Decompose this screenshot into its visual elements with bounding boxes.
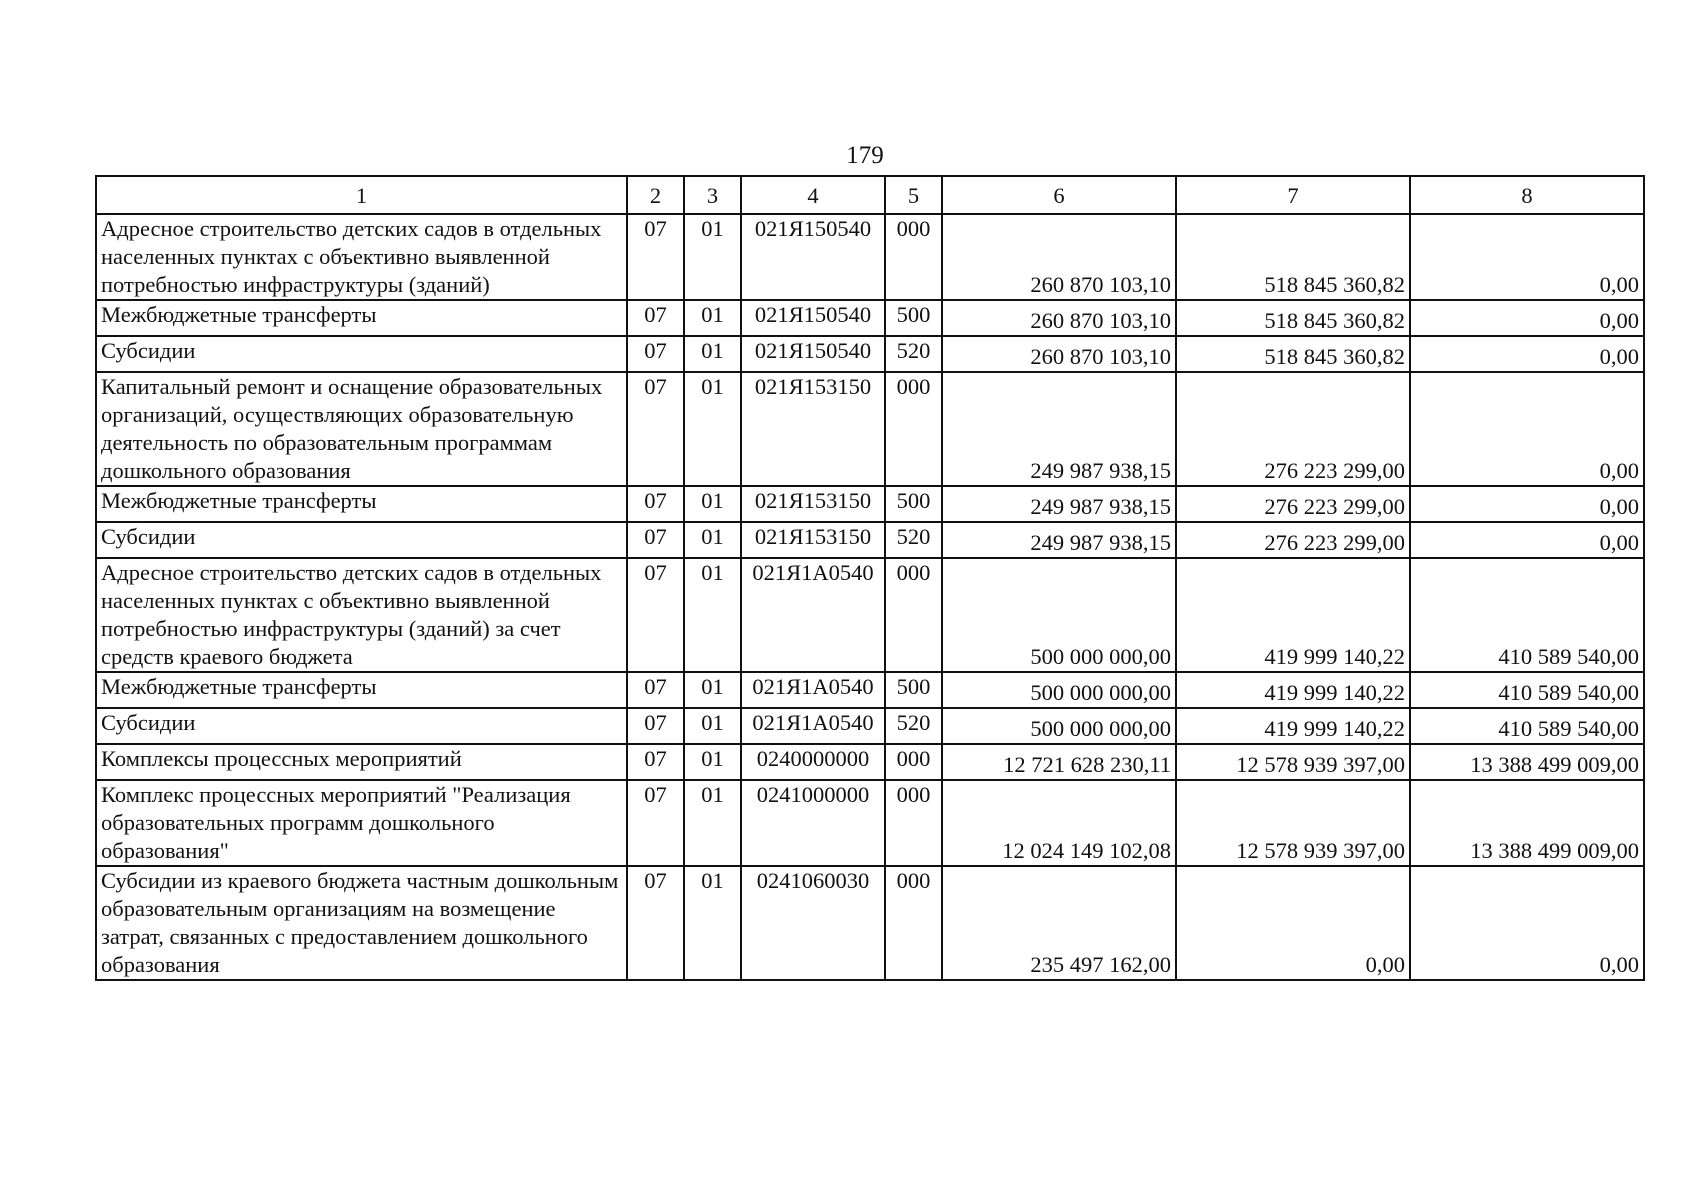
section-code: 07 [627, 372, 684, 486]
row-name: Субсидии [96, 522, 627, 558]
section-code: 07 [627, 300, 684, 336]
subsection-code: 01 [684, 744, 741, 780]
amount-col-6: 260 870 103,10 [942, 300, 1176, 336]
row-name: Межбюджетные трансферты [96, 300, 627, 336]
amount-col-8: 13 388 499 009,00 [1410, 780, 1644, 866]
expense-type-code: 000 [885, 558, 942, 672]
expense-type-code: 500 [885, 300, 942, 336]
target-article-code: 021Я1А0540 [741, 558, 885, 672]
column-header: 7 [1176, 176, 1410, 214]
amount-col-8: 410 589 540,00 [1410, 558, 1644, 672]
amount-col-7: 518 845 360,82 [1176, 214, 1410, 300]
expense-type-code: 500 [885, 486, 942, 522]
expense-type-code: 520 [885, 522, 942, 558]
expense-type-code: 520 [885, 336, 942, 372]
table-row [96, 372, 1644, 486]
table-row [96, 780, 1644, 866]
expense-type-code: 000 [885, 780, 942, 866]
expense-type-code: 500 [885, 672, 942, 708]
expense-type-code: 520 [885, 708, 942, 744]
row-name: Капитальный ремонт и оснащение образовательных организаций, осуществляющих образовательную деятельность по образовательным программам дошкольного образования [96, 372, 627, 486]
target-article-code: 021Я153150 [741, 522, 885, 558]
row-name: Субсидии [96, 336, 627, 372]
amount-col-8: 0,00 [1410, 300, 1644, 336]
section-code: 07 [627, 672, 684, 708]
subsection-code: 01 [684, 780, 741, 866]
subsection-code: 01 [684, 372, 741, 486]
column-header: 5 [885, 176, 942, 214]
amount-col-8: 410 589 540,00 [1410, 672, 1644, 708]
amount-col-7: 419 999 140,22 [1176, 672, 1410, 708]
column-header: 4 [741, 176, 885, 214]
subsection-code: 01 [684, 486, 741, 522]
target-article-code: 021Я153150 [741, 372, 885, 486]
expense-type-code: 000 [885, 744, 942, 780]
amount-col-6: 500 000 000,00 [942, 708, 1176, 744]
amount-col-8: 0,00 [1410, 214, 1644, 300]
amount-col-6: 249 987 938,15 [942, 522, 1176, 558]
section-code: 07 [627, 708, 684, 744]
table-row [96, 300, 1644, 336]
amount-col-8: 0,00 [1410, 336, 1644, 372]
section-code: 07 [627, 744, 684, 780]
section-code: 07 [627, 486, 684, 522]
subsection-code: 01 [684, 866, 741, 980]
amount-col-8: 410 589 540,00 [1410, 708, 1644, 744]
table-row [96, 744, 1644, 780]
row-name: Адресное строительство детских садов в отдельных населенных пунктах с объективно выявленной потребностью инфраструктуры (зданий) [96, 214, 627, 300]
table-row [96, 486, 1644, 522]
column-header: 8 [1410, 176, 1644, 214]
row-name: Межбюджетные трансферты [96, 486, 627, 522]
amount-col-7: 276 223 299,00 [1176, 372, 1410, 486]
column-header: 2 [627, 176, 684, 214]
target-article-code: 0241060030 [741, 866, 885, 980]
amount-col-6: 260 870 103,10 [942, 214, 1176, 300]
table-row [96, 558, 1644, 672]
target-article-code: 021Я1А0540 [741, 708, 885, 744]
row-name: Межбюджетные трансферты [96, 672, 627, 708]
column-header: 3 [684, 176, 741, 214]
column-header: 1 [96, 176, 627, 214]
subsection-code: 01 [684, 336, 741, 372]
amount-col-6: 249 987 938,15 [942, 372, 1176, 486]
amount-col-8: 0,00 [1410, 486, 1644, 522]
section-code: 07 [627, 214, 684, 300]
amount-col-6: 12 024 149 102,08 [942, 780, 1176, 866]
amount-col-6: 249 987 938,15 [942, 486, 1176, 522]
table-row [96, 522, 1644, 558]
row-name: Субсидии [96, 708, 627, 744]
amount-col-6: 500 000 000,00 [942, 558, 1176, 672]
amount-col-6: 260 870 103,10 [942, 336, 1176, 372]
subsection-code: 01 [684, 672, 741, 708]
table-row [96, 214, 1644, 300]
amount-col-7: 518 845 360,82 [1176, 300, 1410, 336]
amount-col-8: 0,00 [1410, 372, 1644, 486]
subsection-code: 01 [684, 558, 741, 672]
target-article-code: 021Я1А0540 [741, 672, 885, 708]
amount-col-7: 276 223 299,00 [1176, 522, 1410, 558]
amount-col-8: 0,00 [1410, 522, 1644, 558]
amount-col-8: 13 388 499 009,00 [1410, 744, 1644, 780]
section-code: 07 [627, 558, 684, 672]
amount-col-6: 500 000 000,00 [942, 672, 1176, 708]
amount-col-7: 12 578 939 397,00 [1176, 744, 1410, 780]
row-name: Комплекс процессных мероприятий "Реализация образовательных программ дошкольного образования" [96, 780, 627, 866]
amount-col-7: 12 578 939 397,00 [1176, 780, 1410, 866]
subsection-code: 01 [684, 300, 741, 336]
target-article-code: 021Я153150 [741, 486, 885, 522]
table-row [96, 336, 1644, 372]
section-code: 07 [627, 866, 684, 980]
target-article-code: 0240000000 [741, 744, 885, 780]
amount-col-6: 12 721 628 230,11 [942, 744, 1176, 780]
table-row [96, 672, 1644, 708]
target-article-code: 021Я150540 [741, 300, 885, 336]
subsection-code: 01 [684, 214, 741, 300]
amount-col-7: 419 999 140,22 [1176, 708, 1410, 744]
target-article-code: 0241000000 [741, 780, 885, 866]
amount-col-8: 0,00 [1410, 866, 1644, 980]
table-row [96, 708, 1644, 744]
amount-col-7: 276 223 299,00 [1176, 486, 1410, 522]
column-header: 6 [942, 176, 1176, 214]
expense-type-code: 000 [885, 372, 942, 486]
table-row [96, 866, 1644, 980]
row-name: Адресное строительство детских садов в отдельных населенных пунктах с объективно выявленной потребностью инфраструктуры (зданий) за счет средств краевого бюджета [96, 558, 627, 672]
section-code: 07 [627, 522, 684, 558]
subsection-code: 01 [684, 708, 741, 744]
budget-table [95, 175, 1645, 981]
amount-col-7: 419 999 140,22 [1176, 558, 1410, 672]
amount-col-7: 0,00 [1176, 866, 1410, 980]
expense-type-code: 000 [885, 214, 942, 300]
target-article-code: 021Я150540 [741, 214, 885, 300]
expense-type-code: 000 [885, 866, 942, 980]
amount-col-7: 518 845 360,82 [1176, 336, 1410, 372]
section-code: 07 [627, 780, 684, 866]
subsection-code: 01 [684, 522, 741, 558]
target-article-code: 021Я150540 [741, 336, 885, 372]
row-name: Комплексы процессных мероприятий [96, 744, 627, 780]
header-row [96, 176, 1644, 214]
section-code: 07 [627, 336, 684, 372]
amount-col-6: 235 497 162,00 [942, 866, 1176, 980]
row-name: Субсидии из краевого бюджета частным дошкольным образовательным организациям на возмещение затрат, связанных с предоставлением дошкольного образования [96, 866, 627, 980]
page-number: 179 [846, 142, 884, 169]
